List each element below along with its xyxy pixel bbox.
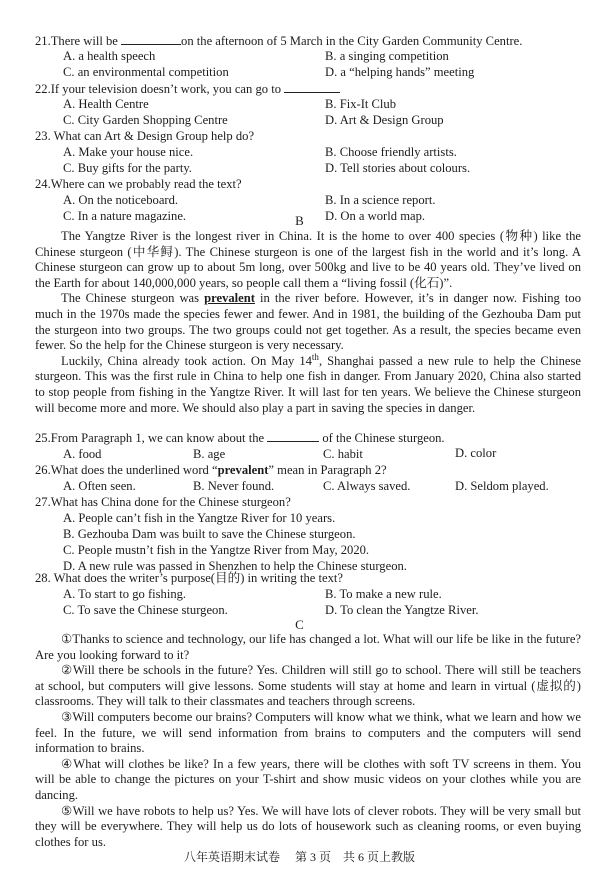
question-25-stem: 25.From Paragraph 1, we can know about the of the Chinese sturgeon. <box>35 431 445 445</box>
passage-c-paragraph-2: ②Will there be schools in the future? Yes. Children will still go to school. There will still be teachers at school, but computers will give lessons. Some students will stay at home and learn in virtual (虚拟的) classrooms. They will talk to their classmates and teachers through screens. <box>35 663 581 709</box>
section-b-heading: B <box>295 213 304 228</box>
q25-option-a: A. food <box>63 447 102 461</box>
q28-option-d: D. To clean the Yangtze River. <box>325 603 479 617</box>
passage-c-paragraph-5: ⑤Will we have robots to help us? Yes. We will have lots of clever robots. They will be very small but they will be everywhere. They will help us do lots of housework such as cleaning rooms, or even buying clothes for us. <box>35 803 581 849</box>
q23-option-c: C. Buy gifts for the party. <box>63 161 192 175</box>
answer-blank <box>284 81 340 93</box>
q26-option-d: D. Seldom played. <box>455 479 549 493</box>
q28-option-b: B. To make a new rule. <box>325 587 442 601</box>
question-23-stem: 23. What can Art & Design Group help do? <box>35 129 255 143</box>
q28-option-a: A. To start to go fishing. <box>63 587 187 601</box>
question-21-stem: 21.There will be on the afternoon of 5 March in the City Garden Community Centre. <box>35 34 523 48</box>
q28-option-c: C. To save the Chinese sturgeon. <box>63 603 228 617</box>
q25-option-b: B. age <box>193 447 226 461</box>
q22-option-d: D. Art & Design Group <box>325 113 444 127</box>
q24-option-b: B. In a science report. <box>325 193 436 207</box>
question-26-stem: 26.What does the underlined word “prevalent” mean in Paragraph 2? <box>35 463 387 477</box>
underlined-word: prevalent <box>204 291 255 306</box>
passage-c-paragraph-4: ④What will clothes be like? In a few years, there will be clothes with soft TV screens in them. You will be able to change the pictures on your T-shirt and show music videos on your clothes while you are dancing. <box>35 756 581 802</box>
section-c-heading: C <box>295 617 304 632</box>
q27-option-b: B. Gezhouba Dam was built to save the Chinese sturgeon. <box>63 527 356 541</box>
passage-c-paragraph-3: ③Will computers become our brains? Computers will know what we think, what we learn and how we feel. In the future, we will send information from brains to computers and the computers will send information to brains. <box>35 709 581 756</box>
q22-option-b: B. Fix-It Club <box>325 97 397 111</box>
q27-option-c: C. People mustn’t fish in the Yangtze River from May, 2020. <box>63 543 370 557</box>
q23-option-d: D. Tell stories about colours. <box>325 161 471 175</box>
question-28-stem: 28. What does the writer’s purpose(目的) in writing the text? <box>35 571 344 585</box>
question-24-stem: 24.Where can we probably read the text? <box>35 177 242 191</box>
q21-option-c: C. an environmental competition <box>63 65 229 79</box>
passage-b-paragraph-2: The Chinese sturgeon was prevalent in the river before. However, it’s in danger now. Fishing too much in the 1970s made the species fewer and fewer. And in 1981, the building of the Gezhouba Dam put the sturgeon into two groups. The two groups could not get together. As a result, the species became even fewer. So the help for the Chinese sturgeon is very necessary. <box>35 291 581 353</box>
answer-blank <box>121 33 181 45</box>
passage-b <box>35 229 581 416</box>
q26-option-c: C. Always saved. <box>323 479 411 493</box>
passage-b-paragraph-3: Luckily, China already took action. On May 14th, Shanghai passed a new rule to help the Chinese sturgeon. This was the first rule in China to help one fish in danger. From January 2020, China also started to stop people from fishing in the Yangtze River. It will last for ten years. We believe the Chinese sturgeon will become more and more. We should also play a part in saving the species in danger. <box>35 351 581 415</box>
page-footer: 八年英语期末试卷 第 3 页 共 6 页上教版 <box>183 850 415 864</box>
q21-option-a: A. a health speech <box>63 49 156 63</box>
q27-option-d: D. A new rule was passed in Shenzhen to help the Chinese sturgeon. <box>63 559 407 573</box>
passage-c <box>35 632 581 850</box>
question-27-stem: 27.What has China done for the Chinese sturgeon? <box>35 495 291 509</box>
q25-option-c: C. habit <box>323 447 363 461</box>
passage-c-paragraph-1: ①Thanks to science and technology, our life has changed a lot. What will our life be like in the future? Are you looking forward to it? <box>35 632 581 662</box>
q22-option-c: C. City Garden Shopping Centre <box>63 113 228 127</box>
q24-option-a: A. On the noticeboard. <box>63 193 179 207</box>
passage-b-paragraph-1: The Yangtze River is the longest river in China. It is the home to over 400 species (物种) like the Chinese sturgeon (中华鲟). The Chinese sturgeon is one of the largest fish in the world and it’s long. A Chinese sturgeon can grow up to about 5m long, over 500kg and live to be 40 years old. They’ve lived on the Earth for about 140,000,000 years, so people call them a “living fossil (化石)”. <box>35 229 581 290</box>
q21-option-d: D. a “helping hands” meeting <box>325 65 475 79</box>
q22-option-a: A. Health Centre <box>63 97 149 111</box>
q23-option-a: A. Make your house nice. <box>63 145 194 159</box>
q26-option-a: A. Often seen. <box>63 479 136 493</box>
q25-option-d: D. color <box>455 446 497 460</box>
q26-option-b: B. Never found. <box>193 479 275 493</box>
question-22-stem: 22.If your television doesn’t work, you can go to <box>35 81 340 98</box>
q24-option-c: C. In a nature magazine. <box>63 209 187 223</box>
q23-option-b: B. Choose friendly artists. <box>325 145 457 159</box>
answer-blank <box>267 430 319 442</box>
q24-option-d: D. On a world map. <box>325 209 426 223</box>
q21-option-b: B. a singing competition <box>325 49 449 63</box>
q27-option-a: A. People can’t fish in the Yangtze River for 10 years. <box>63 511 336 525</box>
